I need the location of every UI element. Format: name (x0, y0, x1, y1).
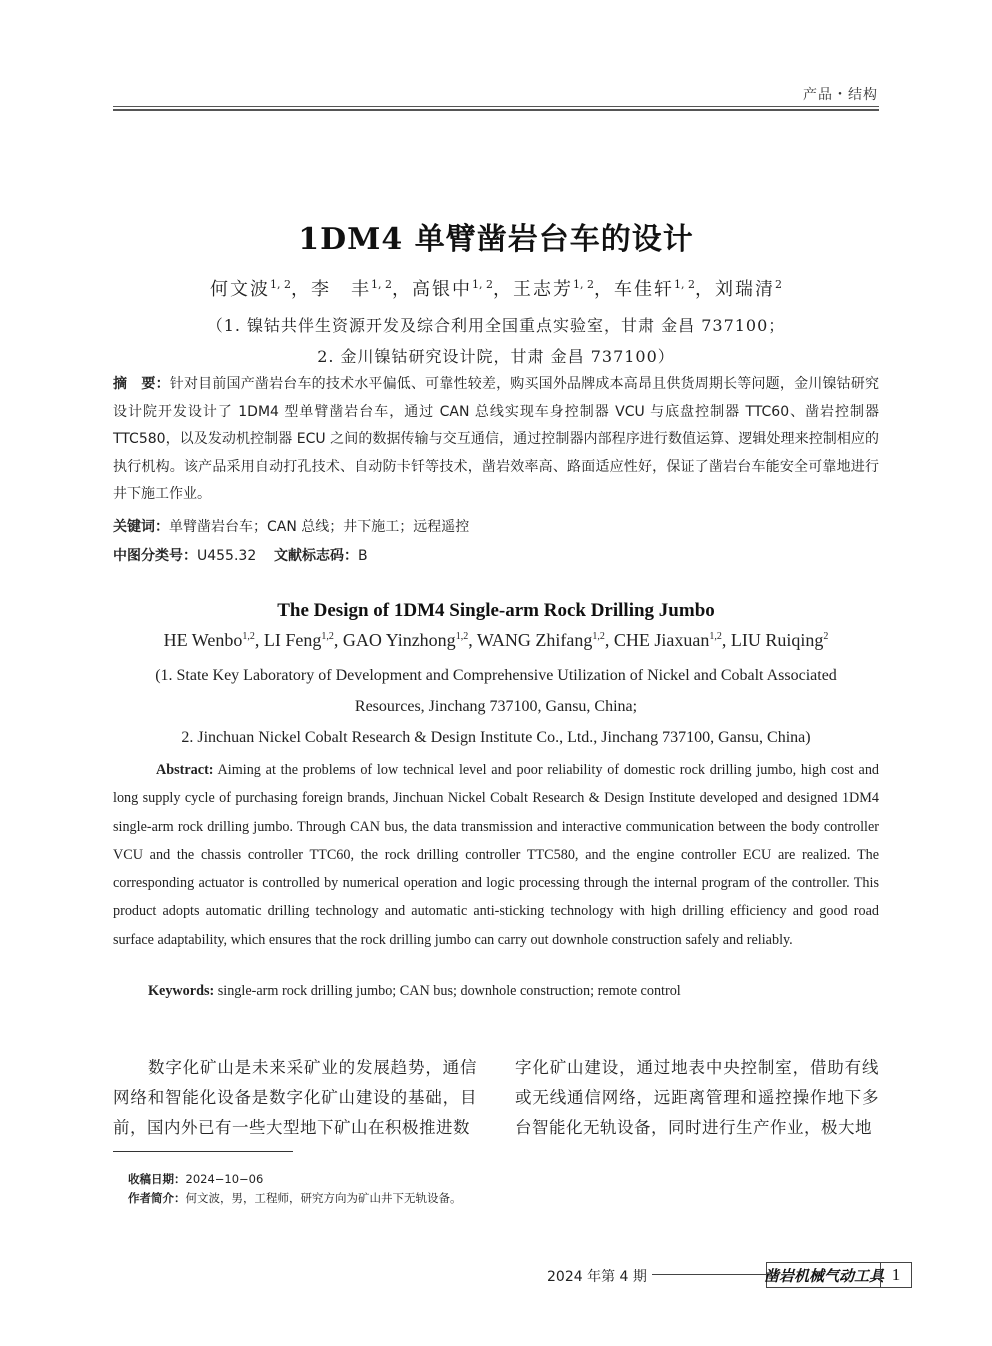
cn-author-separator: ， (392, 279, 412, 300)
affiliation-cn-1: （1. 镍钴共伴生资源开发及综合利用全国重点实验室，甘肃 金昌 737100； (206, 316, 786, 335)
affiliation-en-1-cont: Resources, Jinchang 737100, Gansu, China; (354, 698, 638, 715)
cn-author-affiliation: 2 (775, 278, 782, 291)
en-author-name: LIU Ruiqing (730, 630, 824, 650)
cn-author-separator: ， (594, 279, 614, 300)
cn-author-affiliation: 1, 2 (472, 278, 493, 291)
footnote-received (128, 1171, 263, 1187)
en-author-affiliation: 1,2 (592, 631, 605, 642)
affiliation-en-1: (1. State Key Laboratory of Development and Comprehensive Utilization of Nickel and Cobalt Associated (155, 667, 837, 684)
en-author-affiliation: 1,2 (321, 631, 334, 642)
en-author-separator: , (254, 630, 264, 650)
en-author-affiliation: 1,2 (709, 631, 722, 642)
clc-code: U455.32 (197, 548, 257, 564)
cn-author-name: 何文波 (210, 279, 270, 300)
body-text-left-column: 数字化矿山是未来采矿业的发展趋势，通信网络和智能化设备是数字化矿山建设的基础，目前，国内外已有一些大型地下矿山在积极推进数 (113, 1058, 477, 1137)
keywords-en-text: single-arm rock drilling jumbo; CAN bus; downhole construction; remote control (217, 983, 681, 999)
en-author-separator: , (333, 630, 343, 650)
cn-author-affiliation: 1, 2 (674, 278, 695, 291)
cn-author-name: 车佳轩 (614, 279, 674, 300)
en-author-affiliation: 1,2 (242, 631, 255, 642)
paper-title: 1DM4 单臂凿岩台车的设计 (298, 222, 694, 257)
received-label: 收稿日期： (128, 1172, 186, 1186)
journal-logo (763, 1263, 885, 1287)
cn-author-affiliation: 1, 2 (270, 278, 291, 291)
keywords-en (148, 983, 681, 1000)
issue-label: 2024 年第 4 期 (547, 1269, 647, 1285)
paper-title-en: The Design of 1DM4 Single-arm Rock Drilling Jumbo (277, 600, 715, 621)
cn-author-name: 高银中 (412, 279, 472, 300)
author-bio: 何文波，男，工程师，研究方向为矿山井下无轨设备。 (185, 1191, 462, 1205)
cn-author-separator: ， (291, 279, 311, 300)
abstract-en (113, 756, 879, 954)
cn-author-separator: ， (493, 279, 513, 300)
journal-logo-text: 凿岩机械气动工具 (763, 1267, 885, 1285)
keywords-cn-label: 关键词： (113, 519, 169, 535)
section-label: 产品・结构 (803, 87, 878, 103)
cn-author-separator: ， (695, 279, 715, 300)
clc-label: 中图分类号： (113, 548, 197, 564)
header-rule-thick (113, 109, 879, 111)
en-author-name: HE Wenbo (163, 630, 243, 650)
cn-author-affiliation: 1, 2 (371, 278, 392, 291)
abstract-en-label: Abstract: (156, 762, 214, 778)
footnote-rule (113, 1151, 293, 1152)
cn-author-affiliation: 1, 2 (573, 278, 594, 291)
keywords-cn (113, 514, 879, 542)
cn-author-name: 王志芳 (513, 279, 573, 300)
author-bio-label: 作者简介： (128, 1191, 186, 1205)
en-author-separator: , (604, 630, 614, 650)
classification-line (113, 543, 879, 571)
en-author-name: CHE Jiaxuan (613, 630, 710, 650)
en-author-name: LI Feng (263, 630, 322, 650)
doc-code-label: 文献标志码： (274, 548, 359, 564)
abstract-cn-label: 摘 要： (113, 376, 170, 392)
page-number: 1 (891, 1265, 901, 1284)
en-author-separator: , (721, 630, 731, 650)
received-date: 2024−10−06 (185, 1172, 264, 1186)
doc-code: B (358, 548, 368, 564)
en-author-separator: , (468, 630, 477, 650)
body-text-right-column: 字化矿山建设，通过地表中央控制室，借助有线或无线通信网络，远距离管理和遥控操作地下多台智能化无轨设备，同时进行生产作业，极大地 (515, 1058, 879, 1137)
abstract-en-text: Aiming at the problems of low technical level and poor reliability of domestic rock drilling jumbo, high cost and long supply cycle of purchasing foreign brands, Jinchuan Nickel Cobalt Research & Design Institute developed and designed 1DM4 single-arm rock drilling jumbo. Through CAN bus, the data transmission and interactive communication between the body controller VCU and the chassis controller TTC60, the rock drilling controller TTC580, and the engine controller ECU are realized. The corresponding actuator is controlled by numerical operation and logic processing through the internal program of the controller. This product adopts automatic drilling technology and automatic anti-sticking technology with high drilling efficiency and good road surface adaptability, which ensures that the rock drilling jumbo can carry out downhole construction safely and reliably. (113, 762, 880, 948)
affiliation-cn-2: 2. 金川镍钴研究设计院，甘肃 金昌 737100） (317, 347, 675, 366)
cn-author-name: 李 丰 (311, 279, 371, 300)
en-author-name: GAO Yinzhong (342, 630, 456, 650)
keywords-cn-text: 单臂凿岩台车；CAN 总线；井下施工；远程遥控 (169, 519, 470, 535)
affiliation-en-2: 2. Jinchuan Nickel Cobalt Research & Design Institute Co., Ltd., Jinchang 737100, Gansu, China) (181, 729, 811, 746)
keywords-en-label: Keywords: (148, 983, 215, 999)
en-author-name: WANG Zhifang (476, 630, 593, 650)
authors-en (0, 630, 992, 651)
cn-author-name: 刘瑞清 (715, 279, 775, 300)
abstract-cn (113, 371, 879, 509)
en-author-affiliation: 2 (823, 631, 829, 642)
en-author-affiliation: 1,2 (455, 631, 469, 642)
header-rule (113, 106, 879, 107)
authors-cn (0, 275, 992, 301)
footnote-author (128, 1190, 462, 1206)
footer-rule (652, 1274, 770, 1275)
abstract-cn-text: 针对目前国产凿岩台车的技术水平偏低、可靠性较差，购买国外品牌成本高昂且供货周期长等问题，金川镍钴研究设计院开发设计了 1DM4 型单臂凿岩台车，通过 CAN 总线实现车身控制器 VCU 与底盘控制器 TTC60、凿岩控制器 TTC580，以及发动机控制器 ECU 之间的数据传输与交互通信，通过控制器内部程序进行数值运算、逻辑处理来控制相应的执行机构。该产品采用自动打孔技术、自动防卡钎等技术，凿岩效率高、路面适应性好，保证了凿岩台车能安全可靠地进行井下施工作业。 (113, 376, 880, 502)
